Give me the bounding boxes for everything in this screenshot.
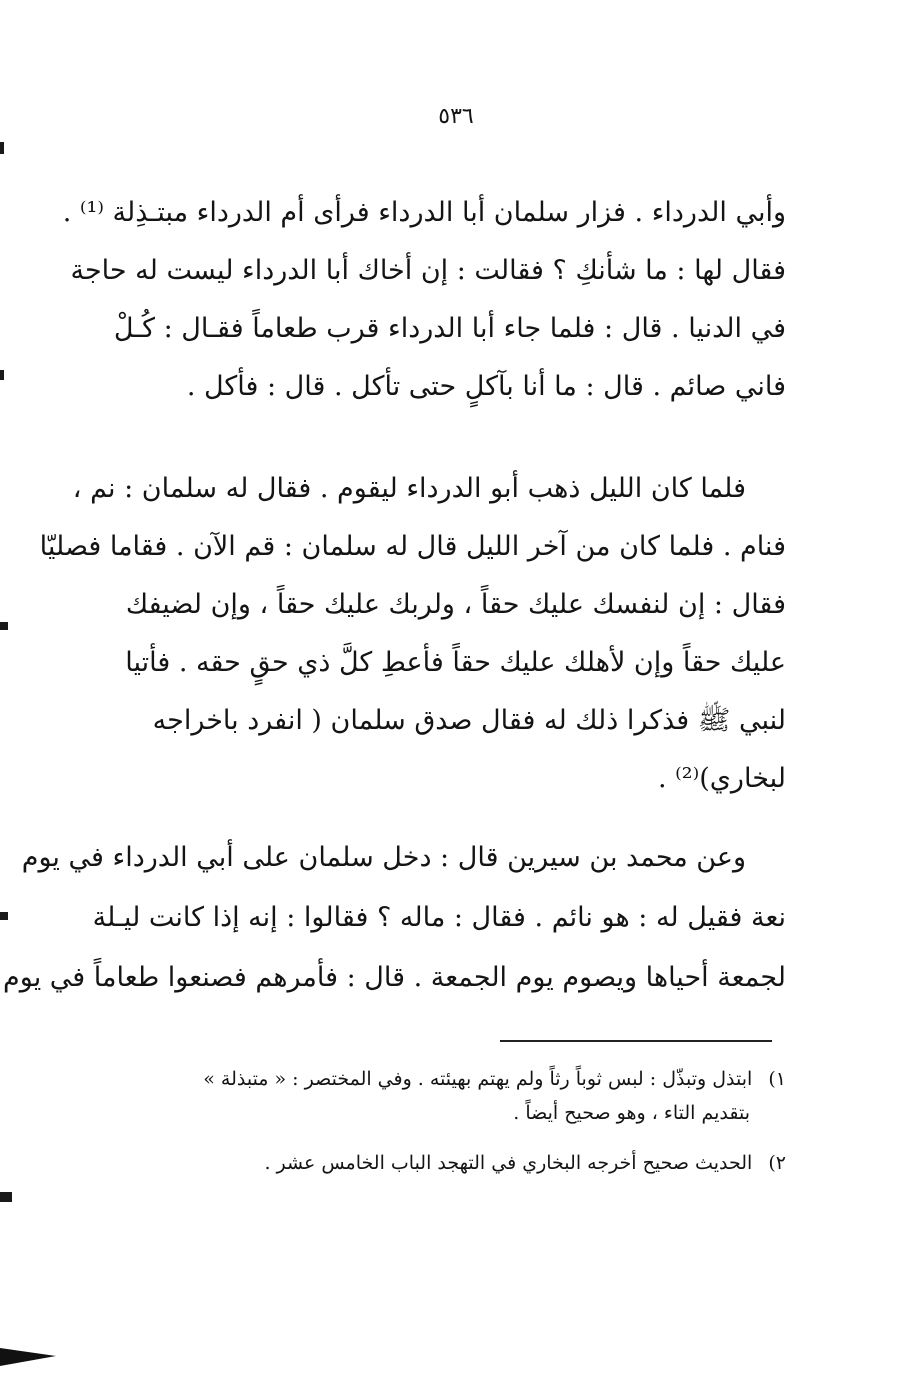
scan-margin-mark [0, 622, 8, 630]
text-line: وأبي الدرداء . فزار سلمان أبا الدرداء فرأى أم الدرداء مبتـذِلة ⁽¹⁾ . [62, 197, 786, 228]
text-line: لبخاري)⁽²⁾ . [658, 763, 786, 794]
text-line: فاني صائم . قال : ما أنا بآكلٍ حتى تأكل . قال : فأكل . [186, 371, 786, 402]
footnote-number: ٢) [768, 1152, 786, 1174]
text-line: في الدنيا . قال : فلما جاء أبا الدرداء قرب طعاماً فقـال : كُـلْ [113, 313, 786, 344]
scan-margin-mark [0, 142, 4, 154]
text-line: نعة فقيل له : هو نائم . فقال : ماله ؟ فقالوا : إنه إذا كانت ليـلة [92, 902, 786, 933]
scan-margin-mark [0, 370, 4, 380]
text-line: فلما كان الليل ذهب أبو الدرداء ليقوم . فقال له سلمان : نم ، [72, 473, 746, 504]
scan-margin-mark [0, 1192, 12, 1202]
footnote-1 [96, 1062, 786, 1096]
paragraph-1 [62, 184, 786, 416]
footnote-text: ابتذل وتبذّل : لبس ثوباً رثاً ولم يهتم بهيئته . وفي المختصر : « متبذلة » [203, 1068, 753, 1090]
footnote-text: بتقديم التاء ، وهو صحيح أيضاً . [513, 1102, 750, 1124]
footnote-divider [500, 1040, 772, 1042]
footnote-1-continued [96, 1096, 786, 1130]
footnote-number: ١) [768, 1068, 786, 1090]
text-line: عليك حقاً وإن لأهلك عليك حقاً فأعطِ كلَّ ذي حقٍ حقه . فأتيا [125, 647, 786, 678]
text-line: وعن محمد بن سيرين قال : دخل سلمان على أبي الدرداء في يوم [21, 842, 746, 873]
text-line: لنبي ﷺ فذكرا ذلك له فقال صدق سلمان ( انفرد باخراجه [152, 705, 786, 736]
page-number: ٥٣٦ [438, 104, 474, 129]
text-line: فنام . فلما كان من آخر الليل قال له سلمان : قم الآن . فقاما فصليّا [39, 531, 786, 562]
footnotes [96, 1062, 786, 1180]
text-line: فقال لها : ما شأنكِ ؟ فقالت : إن أخاك أبا الدرداء ليست له حاجة [70, 255, 786, 286]
scan-margin-mark [0, 912, 8, 920]
text-line: لجمعة أحياها ويصوم يوم الجمعة . قال : فأمرهم فصنعوا طعاماً في يوم [3, 962, 786, 993]
footnote-2 [96, 1146, 786, 1180]
scan-edge-smudge [0, 1348, 56, 1366]
paragraph-2 [39, 460, 786, 808]
footnote-text: الحديث صحيح أخرجه البخاري في التهجد الباب الخامس عشر . [264, 1152, 753, 1174]
paragraph-3 [3, 828, 786, 1008]
text-line: فقال : إن لنفسك عليك حقاً ، ولربك عليك حقاً ، وإن لضيفك [125, 589, 786, 620]
